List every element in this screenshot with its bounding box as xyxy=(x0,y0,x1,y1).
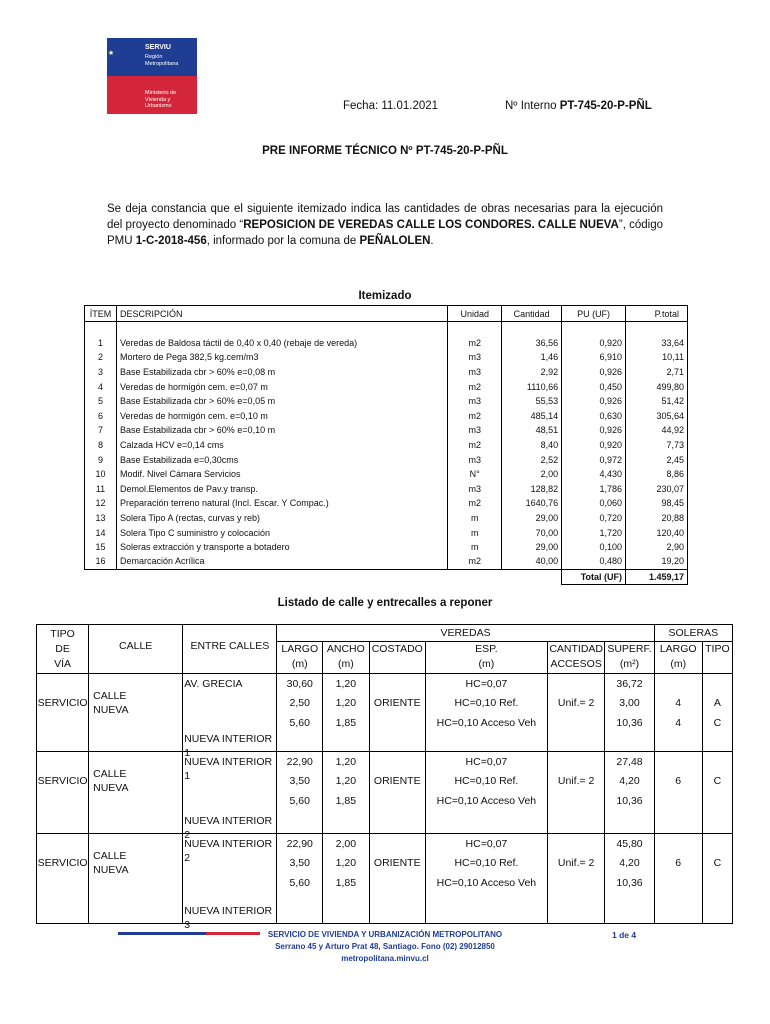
listado-header-row-1 xyxy=(37,625,733,642)
cell-entre-top: AV. GRECIA xyxy=(184,678,243,690)
cell-pu: 0,100 xyxy=(562,540,626,555)
col-tipo-via: TIPO DE VÍA xyxy=(37,625,89,674)
total-label: Total (UF) xyxy=(562,569,626,584)
table-row xyxy=(85,511,688,526)
page-number: 1 de 4 xyxy=(612,930,637,940)
cell-tipo: SERVICIO xyxy=(37,697,88,709)
cell-sol-tipo: C xyxy=(713,717,722,729)
cell-ancho: 1,85 xyxy=(335,717,357,729)
total-row xyxy=(85,569,688,584)
cell-unit: m2 xyxy=(448,408,502,423)
cell-desc: Calzada HCV e=0,14 cms xyxy=(116,438,447,453)
cell-qty: 29,00 xyxy=(502,540,562,555)
cell-unit: m xyxy=(448,511,502,526)
col-esp: ESP. (m) xyxy=(425,642,547,674)
listado-group xyxy=(37,834,733,924)
cell-largo: 22,90 xyxy=(286,838,313,850)
cell-esp: HC=0,10 Ref. xyxy=(454,775,519,787)
table-row xyxy=(85,394,688,409)
cell-unit: m xyxy=(448,525,502,540)
cell-calle: CALLE NUEVA xyxy=(93,768,129,794)
col-cantidad-accesos: CANTIDAD ACCESOS xyxy=(547,642,604,674)
cell-pu: 0,480 xyxy=(562,554,626,569)
page-title: PRE INFORME TÉCNICO Nº PT-745-20-P-PÑL xyxy=(262,145,508,157)
listado-table xyxy=(36,624,733,931)
cell-qty: 48,51 xyxy=(502,423,562,438)
cell-qty: 128,82 xyxy=(502,481,562,496)
cell-accesos: Unif.= 2 xyxy=(557,857,595,869)
cell-item: 8 xyxy=(85,438,117,453)
para-text-2: ”, código PMU xyxy=(107,219,664,247)
cell-total: 2,71 xyxy=(626,365,688,380)
table-row xyxy=(85,467,688,482)
cell-total: 8,86 xyxy=(626,467,688,482)
cell-pu: 0,926 xyxy=(562,394,626,409)
cell-superf: 4,20 xyxy=(619,775,640,787)
cell-qty: 55,53 xyxy=(502,394,562,409)
cell-desc: Base Estabilizada cbr > 60% e=0,05 m xyxy=(116,394,447,409)
para-text-4: . xyxy=(430,235,434,247)
cell-esp: HC=0,10 Ref. xyxy=(454,697,519,709)
cell-item: 11 xyxy=(85,481,117,496)
col-largo: LARGO (m) xyxy=(277,642,323,674)
cell-calle: CALLE NUEVA xyxy=(93,690,129,716)
cell-esp: HC=0,10 Acceso Veh xyxy=(436,877,537,889)
table-row xyxy=(85,423,688,438)
logo-region: Región Metropolitana xyxy=(145,54,179,67)
cell-ancho: 1,85 xyxy=(335,877,357,889)
cell-sol-largo: 4 xyxy=(675,717,682,729)
table-row xyxy=(85,525,688,540)
cell-total: 51,42 xyxy=(626,394,688,409)
cell-pu: 0,926 xyxy=(562,423,626,438)
cell-desc: Preparación terreno natural (Incl. Escar. Y Compac.) xyxy=(116,496,447,511)
cell-largo: 5,60 xyxy=(289,795,310,807)
cell-unit: m3 xyxy=(448,365,502,380)
footer-web: metropolitana.minvu.cl xyxy=(341,954,429,963)
cell-qty: 1,46 xyxy=(502,350,562,365)
cell-total: 44,92 xyxy=(626,423,688,438)
cell-qty: 36,56 xyxy=(502,336,562,351)
cell-pu: 0,920 xyxy=(562,438,626,453)
table-row xyxy=(85,408,688,423)
listado-group xyxy=(37,674,733,752)
col-superf: SUPERF. (m²) xyxy=(605,642,654,674)
cell-superf: 4,20 xyxy=(619,857,640,869)
cell-esp: HC=0,10 Acceso Veh xyxy=(436,795,537,807)
cell-item: 10 xyxy=(85,467,117,482)
cell-pu: 0,060 xyxy=(562,496,626,511)
cell-desc: Solera Tipo A (rectas, curvas y reb) xyxy=(116,511,447,526)
cell-total: 230,07 xyxy=(626,481,688,496)
logo-ministry-2: Vivienda y xyxy=(145,96,171,103)
cell-unit: m xyxy=(448,540,502,555)
cell-pu: 0,920 xyxy=(562,336,626,351)
itemizado-title: Itemizado xyxy=(358,290,412,302)
itemizado-header-row xyxy=(85,306,688,322)
cell-superf: 36,72 xyxy=(616,678,643,690)
cell-entre-bottom: NUEVA INTERIOR 1 xyxy=(184,733,273,759)
table-row xyxy=(85,379,688,394)
cell-total: 10,11 xyxy=(626,350,688,365)
cell-desc: Veredas de Baldosa táctil de 0,40 x 0,40 (rebaje de vereda) xyxy=(116,336,447,351)
col-ancho: ANCHO (m) xyxy=(323,642,370,674)
col-costado: COSTADO xyxy=(369,642,425,674)
cell-pu: 1,720 xyxy=(562,525,626,540)
col-unit: Unidad xyxy=(448,306,502,322)
cell-largo: 3,50 xyxy=(289,857,310,869)
cell-qty: 2,52 xyxy=(502,452,562,467)
cell-unit: N° xyxy=(448,467,502,482)
cell-largo: 5,60 xyxy=(289,717,310,729)
cell-total: 20,88 xyxy=(626,511,688,526)
cell-unit: m3 xyxy=(448,481,502,496)
table-row xyxy=(85,452,688,467)
table-row xyxy=(85,365,688,380)
serviu-logo xyxy=(107,38,197,114)
cell-ancho: 1,20 xyxy=(335,678,357,690)
col-veredas: VEREDAS xyxy=(277,625,654,642)
cell-ancho: 1,20 xyxy=(335,756,357,768)
cell-total: 499,80 xyxy=(626,379,688,394)
cell-costado: ORIENTE xyxy=(373,775,421,787)
cell-largo: 2,50 xyxy=(289,697,310,709)
cell-superf: 27,48 xyxy=(616,756,643,768)
col-sol-tipo: TIPO xyxy=(702,642,732,674)
cell-qty: 1640,76 xyxy=(502,496,562,511)
col-sol-largo: LARGO (m) xyxy=(654,642,702,674)
comuna: PEÑALOLEN xyxy=(359,235,431,247)
cell-desc: Modif. Nivel Cámara Servicios xyxy=(116,467,447,482)
cell-superf: 3,00 xyxy=(619,697,640,709)
cell-item: 16 xyxy=(85,554,117,569)
cell-unit: m3 xyxy=(448,423,502,438)
cell-qty: 70,00 xyxy=(502,525,562,540)
table-row xyxy=(85,481,688,496)
cell-esp: HC=0,07 xyxy=(465,678,508,690)
table-row xyxy=(85,336,688,351)
cell-total: 33,64 xyxy=(626,336,688,351)
cell-esp: HC=0,10 Ref. xyxy=(454,857,519,869)
cell-qty: 485,14 xyxy=(502,408,562,423)
cell-item: 12 xyxy=(85,496,117,511)
cell-desc: Base Estabilizada cbr > 60% e=0,08 m xyxy=(116,365,447,380)
cell-sol-largo: 6 xyxy=(675,775,682,787)
col-item: ÍTEM xyxy=(85,306,117,322)
itemizado-table xyxy=(84,305,688,585)
cell-entre-top: NUEVA INTERIOR 1 xyxy=(184,756,273,782)
cell-esp: HC=0,07 xyxy=(465,756,508,768)
cell-tipo: SERVICIO xyxy=(37,775,88,787)
col-soleras: SOLERAS xyxy=(654,625,732,642)
cell-sol-tipo: C xyxy=(713,775,722,787)
numero-interno-value: PT-745-20-P-PÑL xyxy=(559,100,652,112)
total-value: 1.459,17 xyxy=(626,569,688,584)
table-row xyxy=(85,438,688,453)
col-desc: DESCRIPCIÓN xyxy=(116,306,447,322)
cell-total: 2,45 xyxy=(626,452,688,467)
cell-esp: HC=0,07 xyxy=(465,838,508,850)
cell-pu: 0,630 xyxy=(562,408,626,423)
cell-unit: m2 xyxy=(448,438,502,453)
cell-desc: Base Estabilizada e=0,30cms xyxy=(116,452,447,467)
logo-ministry-1: Ministerio de xyxy=(145,90,177,96)
cell-tipo: SERVICIO xyxy=(37,857,88,869)
cell-total: 7,73 xyxy=(626,438,688,453)
footer-org: SERVICIO DE VIVIENDA Y URBANIZACIÓN METROPOLITANO xyxy=(267,930,503,939)
cell-qty: 2,00 xyxy=(502,467,562,482)
table-row xyxy=(85,350,688,365)
cell-entre-bottom: NUEVA INTERIOR 2 xyxy=(184,815,273,841)
cell-ancho: 1,20 xyxy=(335,697,357,709)
cell-unit: m2 xyxy=(448,336,502,351)
cell-pu: 1,786 xyxy=(562,481,626,496)
cell-item: 9 xyxy=(85,452,117,467)
cell-unit: m2 xyxy=(448,496,502,511)
cell-unit: m3 xyxy=(448,452,502,467)
fecha: Fecha: 11.01.2021 xyxy=(343,100,439,112)
cell-item: 6 xyxy=(85,408,117,423)
cell-largo: 5,60 xyxy=(289,877,310,889)
cell-ancho: 1,85 xyxy=(335,795,357,807)
table-row xyxy=(85,540,688,555)
footer-line-blue xyxy=(118,932,206,935)
cell-desc: Demol.Elementos de Pav.y transp. xyxy=(116,481,447,496)
cell-item: 4 xyxy=(85,379,117,394)
cell-unit: m2 xyxy=(448,379,502,394)
cell-item: 7 xyxy=(85,423,117,438)
cell-pu: 0,972 xyxy=(562,452,626,467)
cell-qty: 40,00 xyxy=(502,554,562,569)
cell-qty: 8,40 xyxy=(502,438,562,453)
listado-title: Listado de calle y entrecalles a reponer xyxy=(277,597,493,609)
col-calle: CALLE xyxy=(89,625,183,674)
cell-desc: Veredas de hormigón cem. e=0,07 m xyxy=(116,379,447,394)
cell-entre-top: NUEVA INTERIOR 2 xyxy=(184,838,273,864)
cell-costado: ORIENTE xyxy=(373,697,421,709)
cell-sol-tipo: A xyxy=(713,697,721,709)
cell-desc: Demarcación Acrílica xyxy=(116,554,447,569)
cell-sol-tipo: C xyxy=(713,857,722,869)
col-qty: Cantidad xyxy=(502,306,562,322)
para-text-3: , informado por la comuna de xyxy=(206,235,360,247)
cell-pu: 6,910 xyxy=(562,350,626,365)
cell-ancho: 1,20 xyxy=(335,857,357,869)
cell-desc: Veredas de hormigón cem. e=0,10 m xyxy=(116,408,447,423)
cell-unit: m2 xyxy=(448,554,502,569)
cell-esp: HC=0,10 Acceso Veh xyxy=(436,717,537,729)
cell-accesos: Unif.= 2 xyxy=(557,775,595,787)
pmu-code: 1-C-2018-456 xyxy=(135,235,207,247)
cell-sol-largo: 4 xyxy=(675,697,682,709)
cell-costado: ORIENTE xyxy=(373,857,421,869)
cell-entre-bottom: NUEVA INTERIOR 3 xyxy=(184,905,273,931)
star-icon: ★ xyxy=(107,50,115,57)
cell-desc: Base Estabilizada cbr > 60% e=0,10 m xyxy=(116,423,447,438)
numero-interno-label: Nº Interno xyxy=(505,100,557,112)
cell-desc: Soleras extracción y transporte a botadero xyxy=(116,540,447,555)
cell-qty: 1110,66 xyxy=(502,379,562,394)
cell-item: 15 xyxy=(85,540,117,555)
cell-total: 305,64 xyxy=(626,408,688,423)
footer-address: Serrano 45 y Arturo Prat 48, Santiago. Fono (02) 29012850 xyxy=(275,942,495,951)
cell-superf: 10,36 xyxy=(616,795,643,807)
table-row xyxy=(85,554,688,569)
logo-name: SERVIU xyxy=(145,44,171,51)
project-name: REPOSICION DE VEREDAS CALLE LOS CONDORES. CALLE NUEVA xyxy=(243,219,619,231)
cell-total: 120,40 xyxy=(626,525,688,540)
cell-total: 2,90 xyxy=(626,540,688,555)
cell-total: 19,20 xyxy=(626,554,688,569)
cell-total: 98,45 xyxy=(626,496,688,511)
cell-item: 1 xyxy=(85,336,117,351)
cell-item: 5 xyxy=(85,394,117,409)
cell-item: 13 xyxy=(85,511,117,526)
cell-unit: m3 xyxy=(448,394,502,409)
col-entre-calles: ENTRE CALLES xyxy=(183,625,277,674)
para-text-1: Se deja constancia que el siguiente itemizado indica las cantidades de obras necesarias para la ejecución del proyecto denominado “ xyxy=(107,203,663,231)
cell-qty: 29,00 xyxy=(502,511,562,526)
cell-pu: 0,926 xyxy=(562,365,626,380)
cell-item: 3 xyxy=(85,365,117,380)
cell-largo: 30,60 xyxy=(286,678,313,690)
cell-accesos: Unif.= 2 xyxy=(557,697,595,709)
numero-interno xyxy=(505,100,652,112)
cell-sol-largo: 6 xyxy=(675,857,682,869)
cell-ancho: 2,00 xyxy=(335,838,357,850)
col-total: P.total xyxy=(626,306,688,322)
cell-pu: 0,450 xyxy=(562,379,626,394)
cell-largo: 3,50 xyxy=(289,775,310,787)
col-pu: PU (UF) xyxy=(562,306,626,322)
cell-superf: 10,36 xyxy=(616,877,643,889)
logo-ministry-3: Urbanismo xyxy=(145,103,172,109)
cell-superf: 45,80 xyxy=(616,838,643,850)
cell-largo: 22,90 xyxy=(286,756,313,768)
cell-qty: 2,92 xyxy=(502,365,562,380)
cell-item: 14 xyxy=(85,525,117,540)
cell-calle: CALLE NUEVA xyxy=(93,850,129,876)
table-row xyxy=(85,496,688,511)
cell-ancho: 1,20 xyxy=(335,775,357,787)
cell-unit: m3 xyxy=(448,350,502,365)
cell-pu: 0,720 xyxy=(562,511,626,526)
cell-desc: Solera Tipo C suministro y colocación xyxy=(116,525,447,540)
cell-item: 2 xyxy=(85,350,117,365)
cell-superf: 10,36 xyxy=(616,717,643,729)
listado-group xyxy=(37,752,733,834)
intro-paragraph xyxy=(107,201,663,249)
cell-desc: Mortero de Pega 382,5 kg.cem/m3 xyxy=(116,350,447,365)
cell-pu: 4,430 xyxy=(562,467,626,482)
